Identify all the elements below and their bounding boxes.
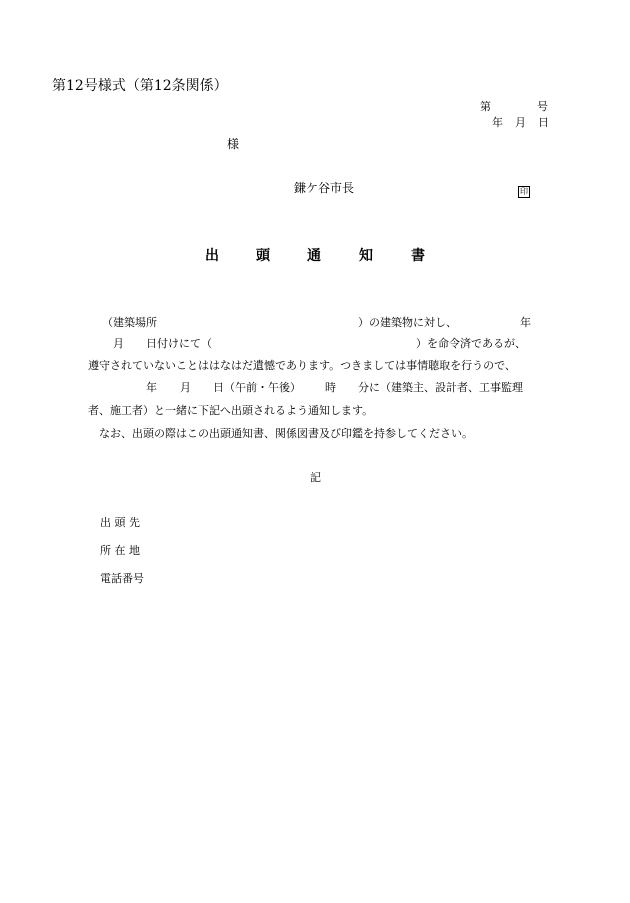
date-day: 日 — [538, 116, 549, 129]
number-suffix: 号 — [537, 100, 548, 113]
title-char-5: 書 — [411, 248, 425, 264]
body-line4-hour: 時 — [325, 381, 336, 394]
title-char-2: 頭 — [256, 248, 270, 264]
title-char-1: 出 — [205, 248, 219, 264]
number-prefix: 第 — [480, 100, 491, 113]
body-line4-end: 分に（建築主、設計者、工事監理 — [358, 381, 523, 394]
body-line1-mid: ）の建築物に対し、 — [358, 316, 457, 329]
body-line3: 遵守されていないことははなはだ遺憾であります。つきましては事情聴取を行うので、 — [88, 359, 516, 372]
date-year: 年 — [492, 116, 503, 129]
title-char-4: 知 — [359, 248, 373, 264]
date-month: 月 — [515, 116, 526, 129]
form-number: 第12号様式（第12条関係） — [52, 78, 228, 94]
body-line2-month: 月 — [113, 337, 124, 350]
field-phone: 電話番号 — [100, 572, 144, 585]
issuer-name: 鎌ケ谷市長 — [294, 181, 355, 195]
body-line1-year: 年 — [520, 316, 531, 329]
field-address: 所 在 地 — [100, 544, 140, 557]
body-line2-day: 日付けにて（ — [146, 337, 212, 350]
body-line4-month: 月 — [180, 381, 191, 394]
ki-label: 記 — [310, 471, 321, 484]
body-line6: なお、出頭の際はこの出頭通知書、関係図書及び印鑑を持参してください。 — [99, 427, 473, 440]
body-line4-year: 年 — [146, 381, 157, 394]
body-line1-start: （建築場所 — [102, 316, 157, 329]
addressee-honorific: 様 — [227, 137, 240, 151]
body-line4-day: 日（午前・午後） — [213, 381, 301, 394]
body-line5: 者、施工者）と一緒に下記へ出頭されるよう通知します。 — [88, 404, 374, 417]
seal-mark — [518, 181, 530, 198]
field-destination: 出 頭 先 — [100, 516, 140, 529]
body-line2-end: ）を命令済であるが、 — [416, 337, 526, 350]
title-char-3: 通 — [307, 248, 321, 264]
seal-label: 印 — [520, 187, 528, 196]
